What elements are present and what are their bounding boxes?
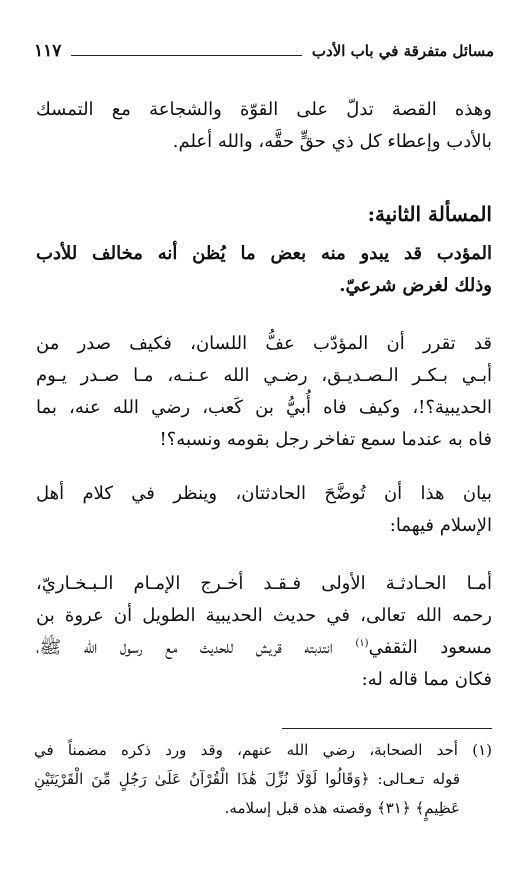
- header-rule: [71, 55, 301, 56]
- running-header: [34, 38, 494, 64]
- text-line: أمـا الحـادثـة الأولى فـقـد أخـرج الإمـام الـبـخـاريّ،: [36, 573, 492, 594]
- section-heading: المسألة الثانية:: [367, 202, 492, 226]
- text-line-with-footnote: [36, 632, 492, 664]
- text-line: رحمه الله تعالى، في حديث الحديبية الطويل أن عروة بن: [36, 605, 492, 626]
- text-line: بيان هذا أن تُوضَّحَ الحادثتان، وينظر في كلام أهل: [36, 483, 492, 504]
- chapter-title: مسائل متفرقة في باب الأدب: [311, 42, 494, 60]
- text-fragment: انتدبته قريش للحديث مع رسول الله ﷺ،: [36, 637, 333, 658]
- text-fragment: مسعود الثقفي: [368, 637, 492, 658]
- paragraph-2: [36, 328, 492, 456]
- footnote-marker: (١): [472, 741, 492, 759]
- paragraph-4: [36, 568, 492, 696]
- paragraph-3: [36, 478, 492, 542]
- text-line: الحديبية؟!، وكيف فاه أُبيُّ بن كَعب، رضي الله عنه، بما: [36, 397, 492, 418]
- footnote-line: عَظِيمٍ﴾ ﴿٣١﴾ وقصته هذه قبل إسلامه.: [224, 799, 460, 817]
- text-line: الإسلام فيهما:: [389, 515, 492, 536]
- text-fragment: أحد الصحابة، رضي الله عنهم، وقد ورد ذكره مضمناً في: [34, 741, 458, 759]
- page-number: ١١٧: [34, 41, 62, 61]
- text-line: قد تقرر أن المؤدّب عفُّ اللسان، فكيف صدر من: [36, 333, 492, 354]
- footnote-separator: [282, 728, 492, 729]
- text-line: بالأدب وإعطاء كل ذي حقٍّ حقَّه، والله أعلم.: [172, 131, 492, 152]
- section-statement: [36, 238, 492, 302]
- text-line: المؤدب قد يبدو منه بعض ما يُظن أنه مخالف للأدب: [36, 243, 492, 264]
- footnote-reference[interactable]: (١): [355, 638, 369, 649]
- footnote-line: قوله تـعـالى: ﴿وَقَالُوا لَوْلَا نُزِّلَ هَٰذَا الْقُرْآنُ عَلَىٰ رَجُلٍ مِّنَ الْقَرْيَتَيْنِ: [34, 770, 460, 788]
- footnote: [34, 736, 492, 823]
- footnote-line: [34, 736, 492, 765]
- text-line: أبـي بـكـر الـصـديـق، رضـي الله عـنـه، مـا صـدر يـوم: [36, 365, 492, 386]
- paragraph-1: [36, 94, 492, 158]
- text-line: وهذه القصة تدلّ على القوّة والشجاعة مع التمسك: [36, 99, 492, 120]
- text-line: وذلك لغرض شرعيّ.: [339, 275, 492, 296]
- text-line: فاه به عندما سمع تفاخر رجل بقومه ونسبه؟!: [159, 429, 492, 450]
- text-line: فكان مما قاله له:: [361, 669, 492, 690]
